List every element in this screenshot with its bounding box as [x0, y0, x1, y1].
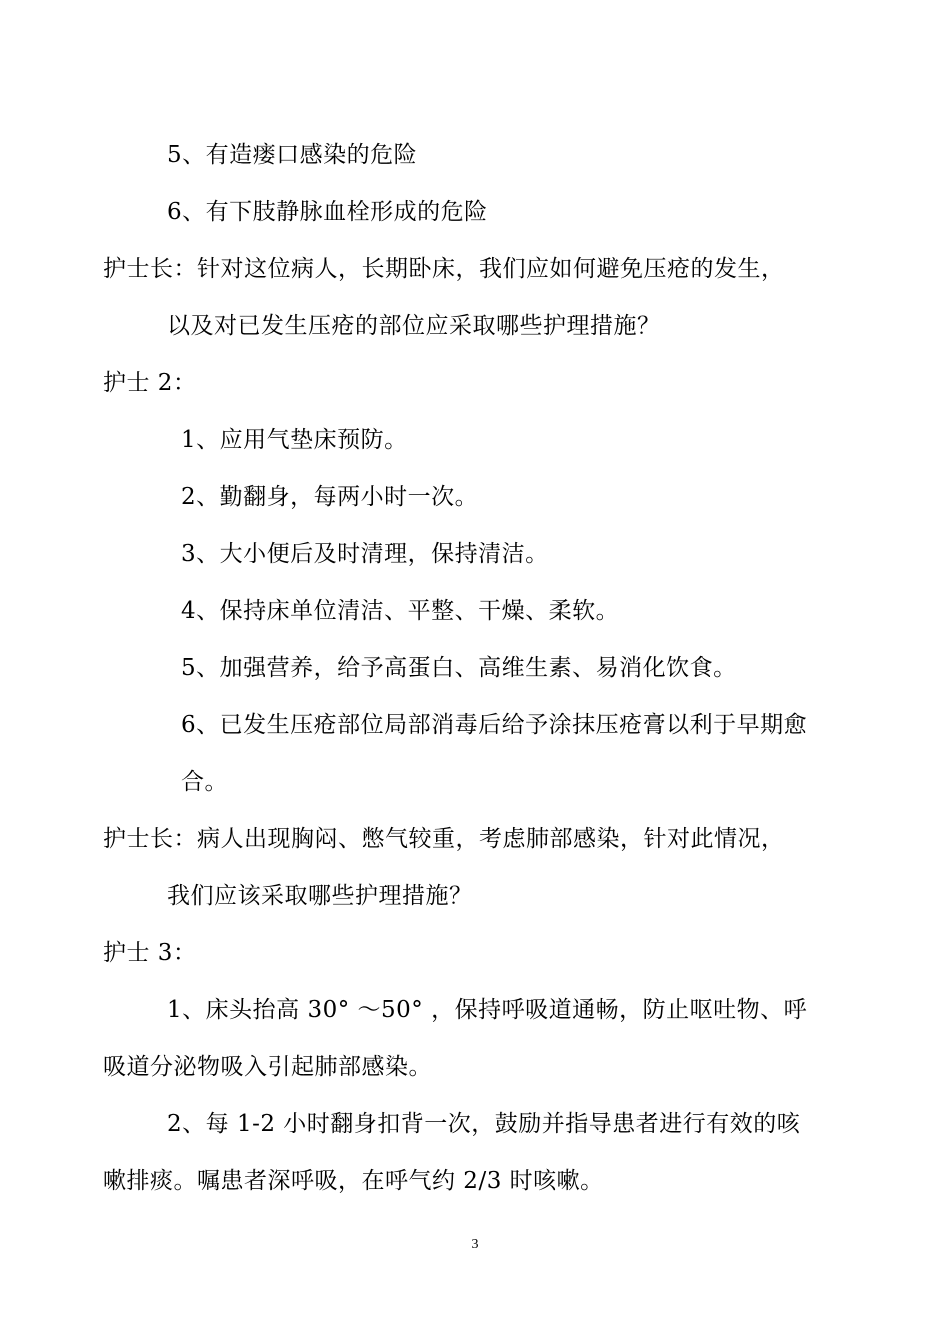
nurse-2-item-6-continued: 合。 — [181, 769, 228, 795]
nurse-2-item-2: 2、勤翻身，每两小时一次。 — [181, 484, 479, 510]
nurse-2-item-1: 1、应用气垫床预防。 — [181, 427, 408, 453]
page-number: 3 — [471, 1237, 479, 1252]
risk-item-5: 5、有造瘘口感染的危险 — [167, 142, 418, 168]
nurse-3-item-2-continued: 嗽排痰。嘱患者深呼吸，在呼气约 2/3 时咳嗽。 — [103, 1168, 604, 1194]
nurse-2-item-3: 3、大小便后及时清理，保持清洁。 — [181, 541, 549, 567]
nurse-3-item-1-continued: 吸道分泌物吸入引起肺部感染。 — [103, 1054, 432, 1080]
head-nurse-question-2: 护士长：病人出现胸闷、憋气较重，考虑肺部感染，针对此情况， — [103, 826, 785, 852]
head-nurse-question-1-continued: 以及对已发生压疮的部位应采取哪些护理措施？ — [167, 313, 661, 339]
nurse-2-label: 护士 2： — [103, 370, 197, 396]
risk-item-6: 6、有下肢静脉血栓形成的危险 — [167, 199, 488, 225]
head-nurse-question-1: 护士长：针对这位病人，长期卧床，我们应如何避免压疮的发生， — [103, 256, 785, 282]
nurse-3-label: 护士 3： — [103, 940, 197, 966]
nurse-2-item-5: 5、加强营养，给予高蛋白、高维生素、易消化饮食。 — [181, 655, 737, 681]
nurse-2-item-4: 4、保持床单位清洁、平整、干燥、柔软。 — [181, 598, 620, 624]
nurse-3-item-2: 2、每 1-2 小时翻身扣背一次，鼓励并指导患者进行有效的咳 — [167, 1111, 801, 1137]
nurse-2-item-6: 6、已发生压疮部位局部消毒后给予涂抹压疮膏以利于早期愈 — [181, 712, 808, 738]
head-nurse-question-2-continued: 我们应该采取哪些护理措施？ — [167, 883, 473, 909]
nurse-3-item-1: 1、床头抬高 30° ～50° ，保持呼吸道通畅，防止呕吐物、呼 — [167, 997, 808, 1023]
